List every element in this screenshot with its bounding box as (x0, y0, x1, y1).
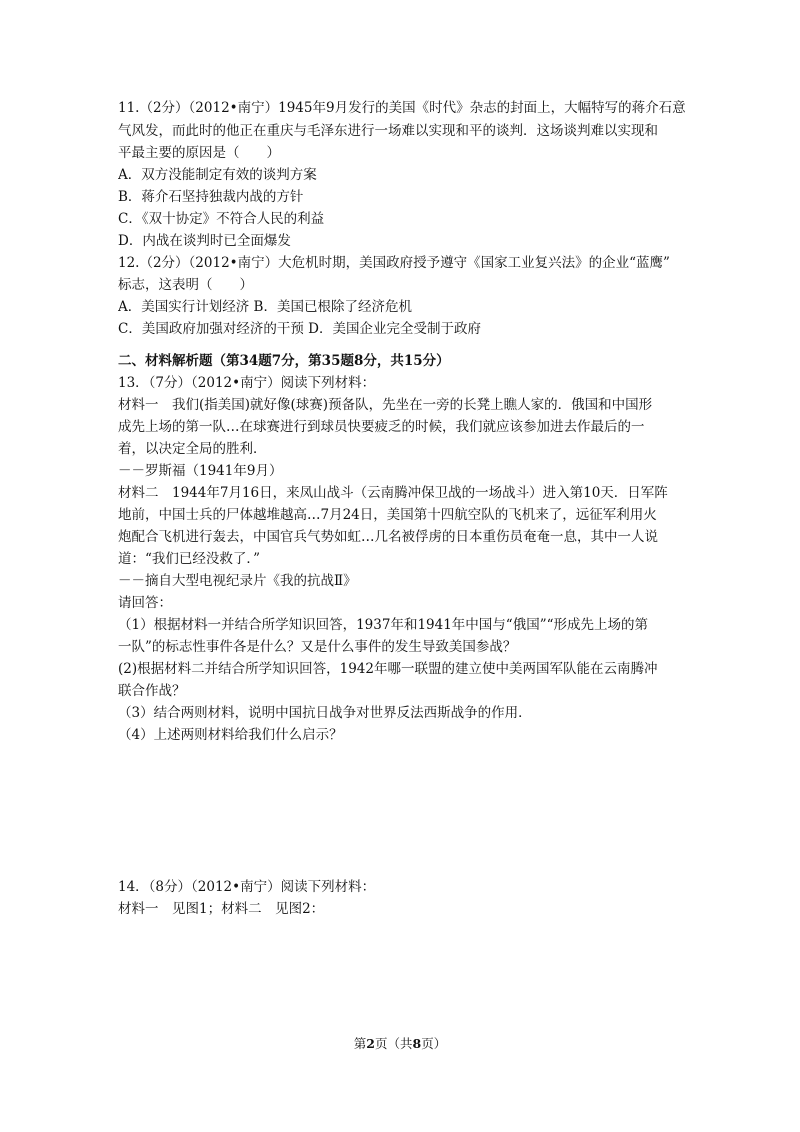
page-footer (0, 1035, 800, 1053)
q13-sub-2-line-2: 联合作战？ (118, 683, 186, 699)
q12-line-1: 12.（2分）（2012•南宁）大危机时期，美国政府授予遵守《国家工业复兴法》的企业“蓝鹰” (118, 255, 670, 271)
q13-material-1-line-2: 成先上场的第一队…在球赛进行到球员快要疲乏的时候，我们就应该参加进去作最后的一 (118, 419, 645, 435)
footer-prefix: 第 (353, 1036, 367, 1051)
q13-ask: 请回答： (118, 595, 172, 611)
q11-option-a: A．双方没能制定有效的谈判方案 (118, 167, 317, 183)
q11-option-b: B．蒋介石坚持独裁内战的方针 (118, 189, 304, 205)
q13-material-1-source: －－罗斯福（1941年9月） (118, 463, 283, 479)
q12-options-ab: A．美国实行计划经济 B．美国已根除了经济危机 (118, 299, 412, 315)
q13-sub-3: （3）结合两则材料，说明中国抗日战争对世界反法西斯战争的作用． (118, 705, 532, 721)
section-2-title: 二、材料解析题（第34题7分，第35题8分，共15分） (118, 353, 450, 369)
q13-header: 13．（7分）（2012•南宁）阅读下列材料： (118, 375, 376, 391)
q11-option-c: C．《双十协定》不符合人民的利益 (118, 211, 325, 227)
footer-total-pages: 8 (412, 1036, 422, 1051)
q13-sub-1-line-2: 一队”的标志性事件各是什么？又是什么事件的发生导致美国参战？ (118, 639, 517, 655)
footer-middle: 页（共 (374, 1036, 413, 1051)
q11-line-1: 11.（2分）（2012•南宁）1945年9月发行的美国《时代》杂志的封面上，大幅特写的蒋介石意 (118, 100, 686, 116)
q14-header: 14．（8分）（2012•南宁）阅读下列材料： (118, 879, 376, 895)
q13-material-2-line-4: 道：“我们已经没救了．” (118, 551, 261, 567)
footer-page-number: 2 (366, 1036, 375, 1051)
q13-material-2-line-2: 地前，中国士兵的尸体越堆越高…7月24日，美国第十四航空队的飞机来了，远征军利用火 (118, 507, 657, 523)
q13-sub-1-line-1: （1）根据材料一并结合所学知识回答，1937年和1941年中国与“俄国”“形成先上场的第 (118, 617, 649, 633)
q11-line-2: 气风发，而此时的他正在重庆与毛泽东进行一场难以实现和平的谈判．这场谈判难以实现和 (118, 123, 658, 139)
q13-material-1-line-1: 材料一 我们(指美国)就好像(球赛)预备队，先坐在一旁的长凳上瞧人家的．俄国和中国形 (118, 397, 653, 413)
q14-materials: 材料一 见图1；材料二 见图2： (118, 901, 325, 917)
q13-sub-4: （4）上述两则材料给我们什么启示？ (118, 727, 343, 743)
footer-suffix: 页） (421, 1036, 447, 1051)
q13-material-1-line-3: 着，以决定全局的胜利． (118, 441, 267, 457)
q13-material-2-line-3: 炮配合飞机进行轰去，中国官兵气势如虹…几名被俘虏的日本重伤员奄奄一息，其中一人说 (118, 529, 658, 545)
q12-options-cd: C．美国政府加强对经济的干预 D．美国企业完全受制于政府 (118, 321, 481, 337)
q13-material-2-line-1: 材料二 1944年7月16日，来凤山战斗（云南腾冲保卫战的一场战斗）进入第10天．日军阵 (118, 485, 668, 501)
q11-line-3: 平最主要的原因是（ ） (118, 145, 280, 161)
q12-line-2: 标志，这表明（ ） (118, 277, 253, 293)
q13-material-2-source: －－摘自大型电视纪录片《我的抗战Ⅱ》 (118, 573, 357, 589)
q11-option-d: D．内战在谈判时已全面爆发 (118, 233, 291, 249)
q13-sub-2-line-1: (2)根据材料二并结合所学知识回答，1942年哪一联盟的建立使中美两国军队能在云南腾冲 (118, 661, 658, 677)
